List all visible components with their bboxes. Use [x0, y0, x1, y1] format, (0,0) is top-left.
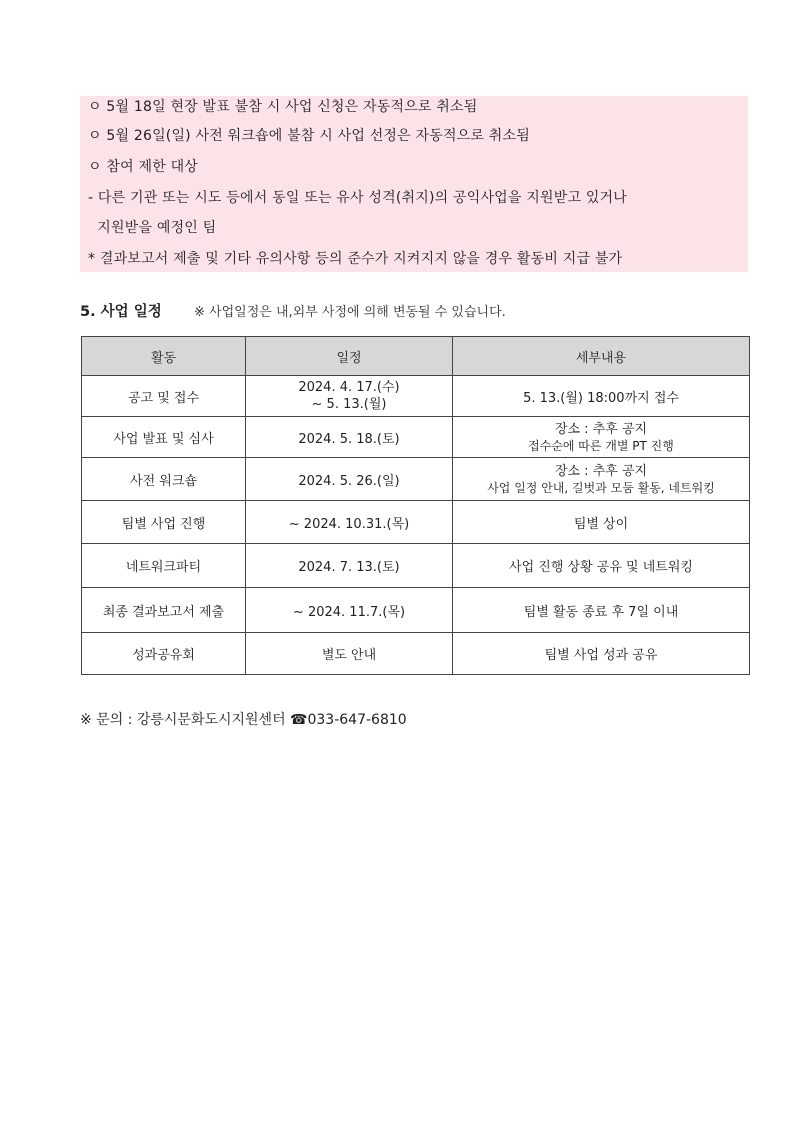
schedule-table	[81, 336, 750, 675]
cell-detail: 사업 진행 상황 공유 및 네트워킹	[453, 544, 750, 588]
cell-activity: 성과공유회	[82, 633, 246, 675]
section-note: ※ 사업일정은 내,외부 사정에 의해 변동될 수 있습니다.	[194, 305, 506, 320]
notice-line-4: - 다른 기관 또는 시도 등에서 동일 또는 유사 성격(취지)의 공익사업을 지원받고 있거나	[88, 190, 627, 206]
date-line2: ~ 5. 13.(월)	[311, 397, 387, 412]
header-detail: 세부내용	[453, 337, 750, 376]
cell-detail: 5. 13.(월) 18:00까지 접수	[453, 376, 750, 417]
table-row	[82, 501, 750, 544]
cell-date: ~ 2024. 11.7.(목)	[246, 588, 453, 633]
cell-detail	[453, 458, 750, 501]
cell-activity: 사전 워크숍	[82, 458, 246, 501]
notice-line-6: * 결과보고서 제출 및 기타 유의사항 등의 준수가 지켜지지 않을 경우 활동비 지급 불가	[88, 251, 623, 267]
table-row	[82, 633, 750, 675]
cell-detail	[453, 417, 750, 458]
notice-line-2: ㅇ 5월 26일(일) 사전 워크숍에 불참 시 사업 선정은 자동적으로 취소됨	[88, 128, 530, 144]
notice-line-1: ㅇ 5월 18일 현장 발표 불참 시 사업 신청은 자동적으로 취소됨	[88, 99, 478, 115]
detail-line1: 장소 : 추후 공지	[554, 463, 648, 479]
date-line1: 2024. 4. 17.(수)	[298, 380, 400, 395]
detail-line1: 장소 : 추후 공지	[554, 421, 648, 437]
section-title: 5. 사업 일정	[80, 304, 162, 320]
cell-date: 2024. 5. 18.(토)	[246, 417, 453, 458]
table-row	[82, 588, 750, 633]
table-row	[82, 458, 750, 501]
table-row	[82, 544, 750, 588]
cell-activity: 최종 결과보고서 제출	[82, 588, 246, 633]
notice-line-3: ㅇ 참여 제한 대상	[88, 159, 199, 175]
cell-date: 별도 안내	[246, 633, 453, 675]
cell-date	[246, 376, 453, 417]
header-date: 일정	[246, 337, 453, 376]
detail-line2: 접수순에 따른 개별 PT 진행	[528, 438, 674, 453]
cell-activity: 공고 및 접수	[82, 376, 246, 417]
table-row	[82, 376, 750, 417]
cell-date: 2024. 5. 26.(일)	[246, 458, 453, 501]
cell-activity: 팀별 사업 진행	[82, 501, 246, 544]
notice-line-5: 지원받을 예정인 팀	[88, 220, 217, 236]
cell-detail: 팀별 활동 종료 후 7일 이내	[453, 588, 750, 633]
detail-line2: 사업 일정 안내, 길벗과 모둠 활동, 네트워킹	[487, 480, 715, 495]
cell-date: 2024. 7. 13.(토)	[246, 544, 453, 588]
table-row	[82, 417, 750, 458]
header-activity: 활동	[82, 337, 246, 376]
notice-box	[80, 96, 748, 272]
contact-info: ※ 문의 : 강릉시문화도시지원센터 ☎033-647-6810	[80, 712, 407, 728]
cell-detail: 팀별 상이	[453, 501, 750, 544]
cell-activity: 네트워크파티	[82, 544, 246, 588]
cell-activity: 사업 발표 및 심사	[82, 417, 246, 458]
table-header-row	[82, 337, 750, 376]
cell-detail: 팀별 사업 성과 공유	[453, 633, 750, 675]
cell-date: ~ 2024. 10.31.(목)	[246, 501, 453, 544]
